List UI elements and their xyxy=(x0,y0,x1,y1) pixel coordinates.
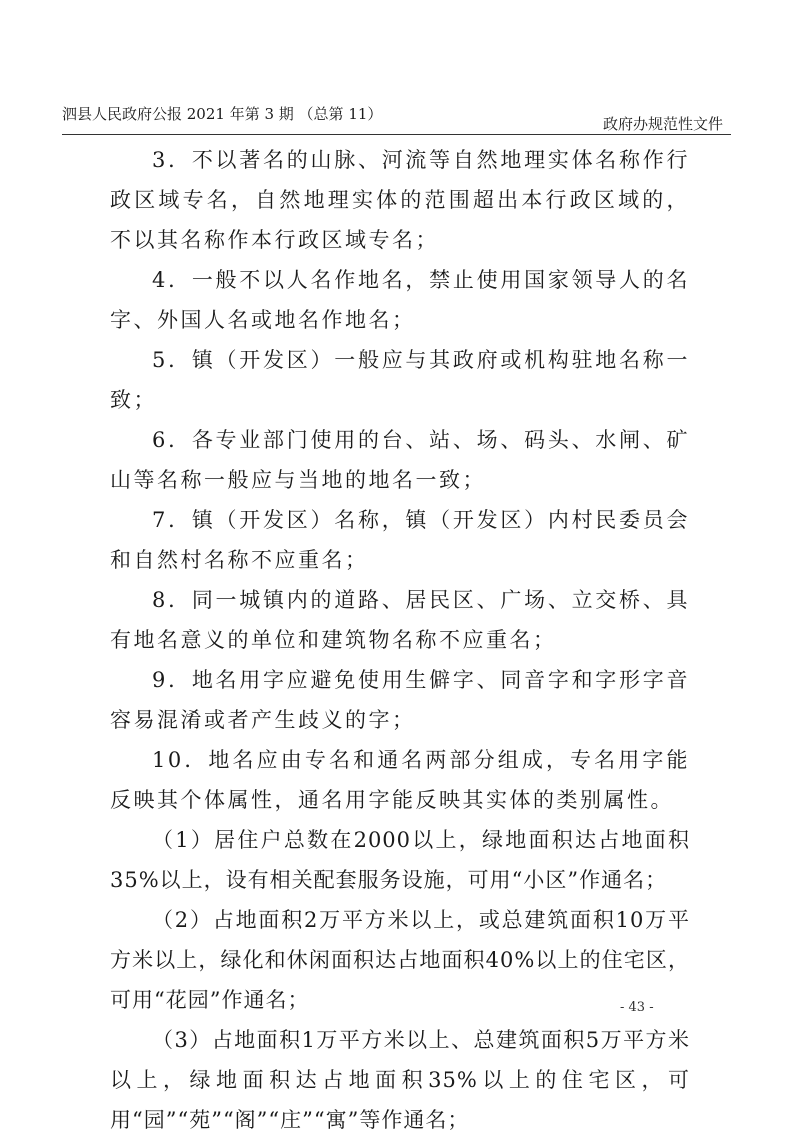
document-category: 政府办规范性文件 xyxy=(602,115,723,133)
page-header xyxy=(62,104,731,134)
clause-5: 5．镇（开发区）一般应与其政府或机构驻地名称一致； xyxy=(110,348,690,412)
page-number: - 43 - xyxy=(620,1000,654,1015)
clause-4: 4．一般不以人名作地名，禁止使用国家领导人的名字、外国人名或地名作地名； xyxy=(110,268,690,332)
clause-3: 3．不以著名的山脉、河流等自然地理实体名称作行政区域专名，自然地理实体的范围超出本行政区域的，不以其名称作本行政区域专名； xyxy=(110,148,690,252)
document-body xyxy=(110,140,690,1140)
clause-6: 6．各专业部门使用的台、站、场、码头、水闸、矿山等名称一般应与当地的地名一致； xyxy=(110,428,690,492)
gazette-issue-title: 泗县人民政府公报 2021 年第 3 期 （总第 11） xyxy=(62,105,383,123)
sub-item-2: （2）占地面积2万平方米以上，或总建筑面积10万平方米以上，绿化和休闲面积达占地面积40%以上的住宅区，可用“花园”作通名； xyxy=(110,908,690,1012)
clause-8: 8．同一城镇内的道路、居民区、广场、立交桥、具有地名意义的单位和建筑物名称不应重名； xyxy=(110,588,690,652)
sub-item-3: （3）占地面积1万平方米以上、总建筑面积5万平方米以上，绿地面积达占地面积35%以上的住宅区，可用“园”“苑”“阁”“庄”“寓”等作通名； xyxy=(110,1028,690,1132)
header-divider xyxy=(62,134,731,135)
clause-7: 7．镇（开发区）名称，镇（开发区）内村民委员会和自然村名称不应重名； xyxy=(110,508,690,572)
clause-10: 10．地名应由专名和通名两部分组成，专名用字能反映其个体属性，通名用字能反映其实体的类别属性。 xyxy=(110,748,690,812)
sub-item-1: （1）居住户总数在2000以上，绿地面积达占地面积35%以上，设有相关配套服务设施，可用“小区”作通名； xyxy=(110,828,690,892)
clause-9: 9．地名用字应避免使用生僻字、同音字和字形字音容易混淆或者产生歧义的字； xyxy=(110,668,690,732)
